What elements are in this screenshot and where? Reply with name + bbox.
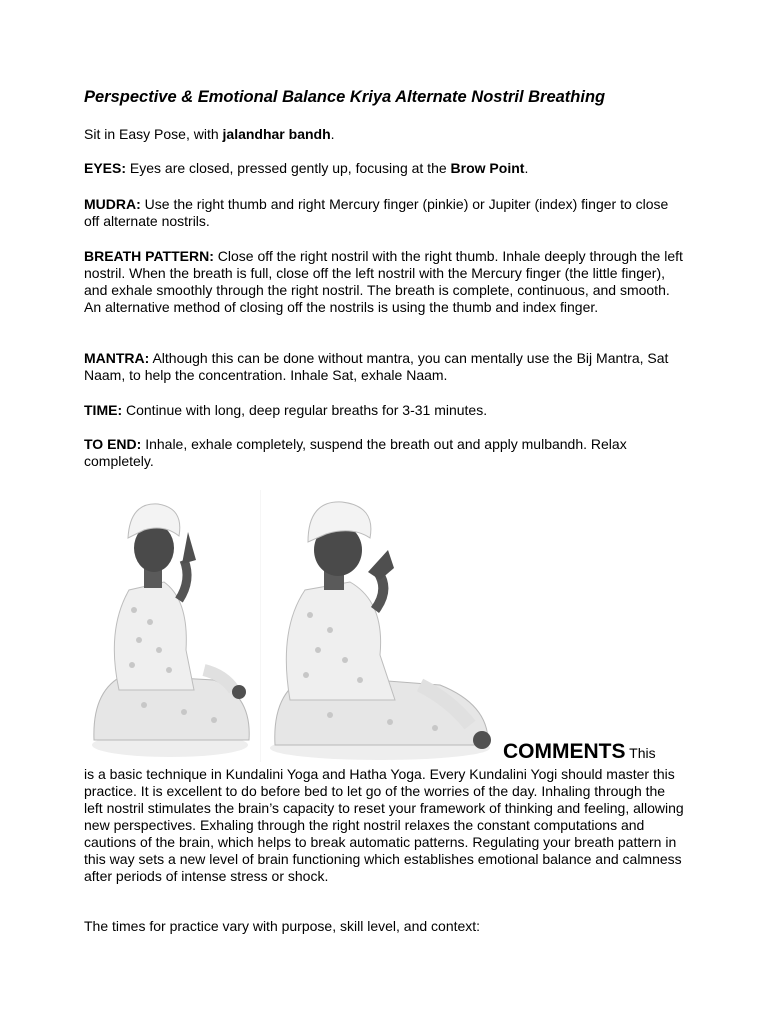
mantra-text: Although this can be done without mantra, you can mentally use the Bij Mantra, Sat Naam, to help the concentration. Inhale Sat, exhale Naam. xyxy=(84,350,669,383)
mantra-label: MANTRA: xyxy=(84,350,150,366)
photo-pose-2 xyxy=(260,490,500,762)
document-title: Perspective & Emotional Balance Kriya Alternate Nostril Breathing xyxy=(84,88,606,106)
intro-suffix: . xyxy=(330,126,335,142)
time-text: Continue with long, deep regular breaths for 3-31 minutes. xyxy=(122,402,488,418)
to-end-text: Inhale, exhale completely, suspend the breath out and apply mulbandh. Relax completely. xyxy=(84,436,627,469)
eyes-bold: Brow Point xyxy=(450,160,525,176)
eyes-suffix: . xyxy=(524,160,529,176)
mudra-text: Use the right thumb and right Mercury finger (pinkie) or Jupiter (index) finger to close off alternate nostrils. xyxy=(84,196,669,229)
times-intro-paragraph: The times for practice vary with purpose, skill level, and context: xyxy=(84,918,481,934)
intro-paragraph xyxy=(84,126,684,143)
comments-paragraph: is a basic technique in Kundalini Yoga and Hatha Yoga. Every Kundalini Yogi should master this practice. It is excellent to do before bed to let go of the worries of the day. Inhaling through the left nostril stimulates the brain’s capacity to reset your framework of thinking and feeling, allowing new perspectives. Exhaling through the right nostril relaxes the constant computations and cautions of the brain, which helps to break automatic patterns. Regulating your breath pattern in this way sets a new level of brain functioning which establishes emotional balance and calmness after periods of intense stress or shock. xyxy=(84,766,684,884)
breath-pattern-paragraph xyxy=(84,248,684,316)
time-label: TIME: xyxy=(84,402,123,418)
mudra-paragraph xyxy=(84,196,684,230)
mantra-paragraph xyxy=(84,350,684,384)
mudra-label: MUDRA: xyxy=(84,196,141,212)
photo-pose-1 xyxy=(84,490,256,760)
to-end-paragraph xyxy=(84,436,684,470)
eyes-text: Eyes are closed, pressed gently up, focusing at the xyxy=(126,160,451,176)
breath-pattern-label: BREATH PATTERN: xyxy=(84,248,214,264)
eyes-paragraph xyxy=(84,160,684,177)
eyes-label: EYES: xyxy=(84,160,127,176)
comments-first-word: This xyxy=(629,745,656,761)
time-paragraph xyxy=(84,402,684,419)
intro-bold: jalandhar bandh xyxy=(222,126,331,142)
intro-text: Sit in Easy Pose, with xyxy=(84,126,223,142)
comments-heading: COMMENTS xyxy=(503,740,626,763)
comments-heading-line xyxy=(503,740,656,764)
to-end-label: TO END: xyxy=(84,436,142,452)
breath-pattern-text: Close off the right nostril with the right thumb. Inhale deeply through the left nostril. When the breath is full, close off the left nostril with the Mercury finger (the little finger), and exhale smoothly through the right nostril. The breath is complete, continuous, and smooth. An alternative method of closing off the nostrils is using the thumb and index finger. xyxy=(84,248,683,315)
